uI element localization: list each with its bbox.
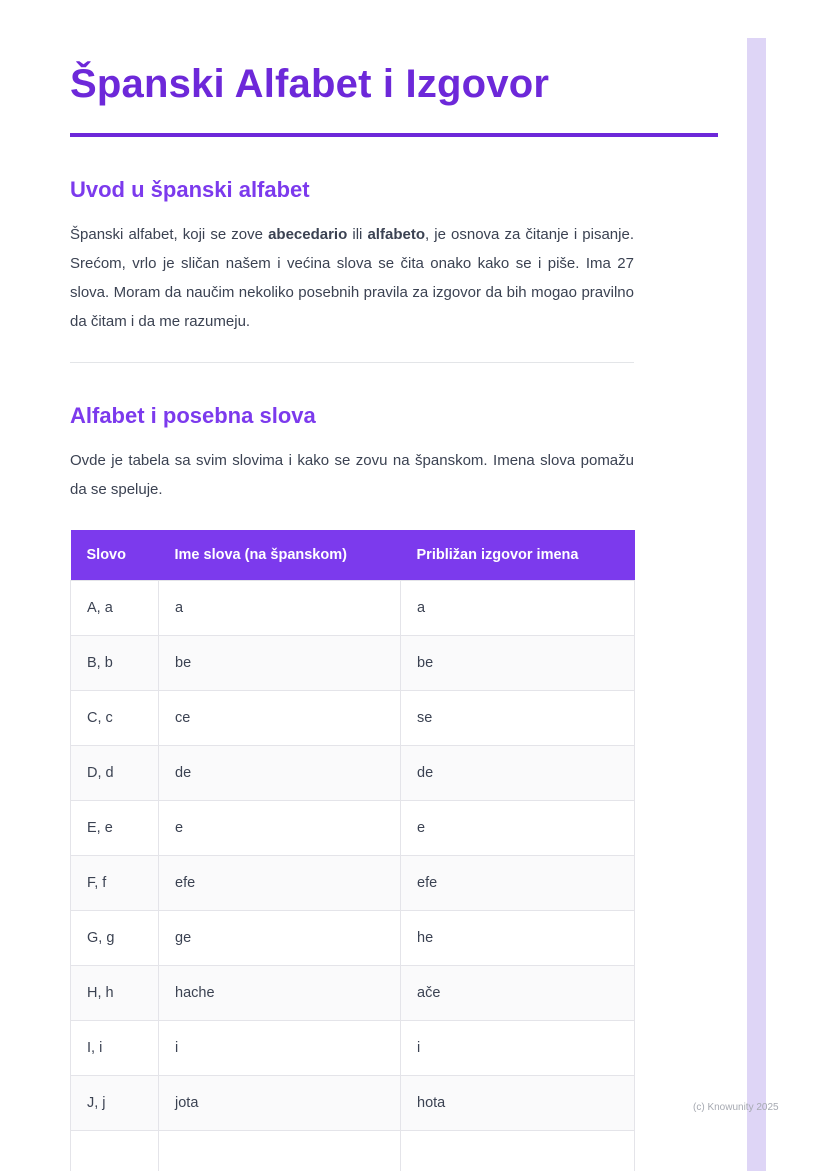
table-row [71, 580, 635, 635]
table-header-row [71, 530, 635, 580]
table-header-cell: Slovo [71, 530, 159, 580]
table-cell: e [401, 800, 635, 855]
title-underline [70, 133, 718, 137]
table-row [71, 855, 635, 910]
table-row [71, 1075, 635, 1130]
section-divider [70, 362, 634, 363]
table-row [71, 800, 635, 855]
alphabet-heading: Alfabet i posebna slova [70, 403, 316, 428]
table-cell: be [401, 635, 635, 690]
alphabet-table [70, 530, 635, 1171]
intro-paragraph [70, 220, 634, 336]
table-cell: efe [159, 855, 401, 910]
document-content [70, 60, 718, 1171]
table-cell [401, 1130, 635, 1171]
table-cell: G, g [71, 910, 159, 965]
table-cell: H, h [71, 965, 159, 1020]
table-cell: J, j [71, 1075, 159, 1130]
intro-text-1: Španski alfabet, koji se zove [70, 226, 269, 243]
table-cell: B, b [71, 635, 159, 690]
table-cell: jota [159, 1075, 401, 1130]
table-cell: A, a [71, 580, 159, 635]
intro-text-3: , je osnova za čitanje i pisanje. Srećom, vrlo je sličan našem i većina slova se čita onako kako se i piše. Ima 27 slova. Moram da naučim nekoliko posebnih pravila za izgovor da bih mogao pravilno da čitam i da me razumeju. [70, 226, 634, 330]
table-cell: D, d [71, 745, 159, 800]
section-intro [70, 177, 634, 363]
table-cell: de [159, 745, 401, 800]
table-cell: a [159, 580, 401, 635]
table-cell: ge [159, 910, 401, 965]
table-cell: he [401, 910, 635, 965]
table-header-cell: Približan izgovor imena [401, 530, 635, 580]
table-cell [159, 1130, 401, 1171]
page-edge-strip [747, 38, 766, 1171]
alphabet-intro-paragraph: Ovde je tabela sa svim slovima i kako se zovu na španskom. Imena slova pomažu da se speluje. [70, 452, 634, 498]
table-cell: E, e [71, 800, 159, 855]
table-row [71, 910, 635, 965]
table-header-cell: Ime slova (na španskom) [159, 530, 401, 580]
table-cell: be [159, 635, 401, 690]
table-row-partial [71, 1130, 635, 1171]
table-body [71, 580, 635, 1171]
table-row [71, 1020, 635, 1075]
table-row [71, 745, 635, 800]
table-cell: hache [159, 965, 401, 1020]
table-cell: a [401, 580, 635, 635]
table-row [71, 965, 635, 1020]
table-row [71, 635, 635, 690]
intro-heading: Uvod u španski alfabet [70, 177, 310, 202]
table-cell: de [401, 745, 635, 800]
footer-credit: (c) Knowunity 2025 [693, 1102, 779, 1113]
intro-text-2: ili [347, 226, 368, 243]
table-cell [71, 1130, 159, 1171]
table-cell: C, c [71, 690, 159, 745]
table-cell: i [401, 1020, 635, 1075]
intro-bold-2: alfabeto [367, 226, 425, 243]
page-title: Španski Alfabet i Izgovor [70, 62, 550, 106]
table-row [71, 690, 635, 745]
intro-bold-1: abecedario [268, 226, 348, 243]
table-cell: i [159, 1020, 401, 1075]
table-cell: efe [401, 855, 635, 910]
table-cell: ače [401, 965, 635, 1020]
section-alphabet [70, 403, 634, 1171]
table-cell: hota [401, 1075, 635, 1130]
table-cell: I, i [71, 1020, 159, 1075]
table-cell: ce [159, 690, 401, 745]
table-cell: F, f [71, 855, 159, 910]
table-cell: e [159, 800, 401, 855]
table-cell: se [401, 690, 635, 745]
